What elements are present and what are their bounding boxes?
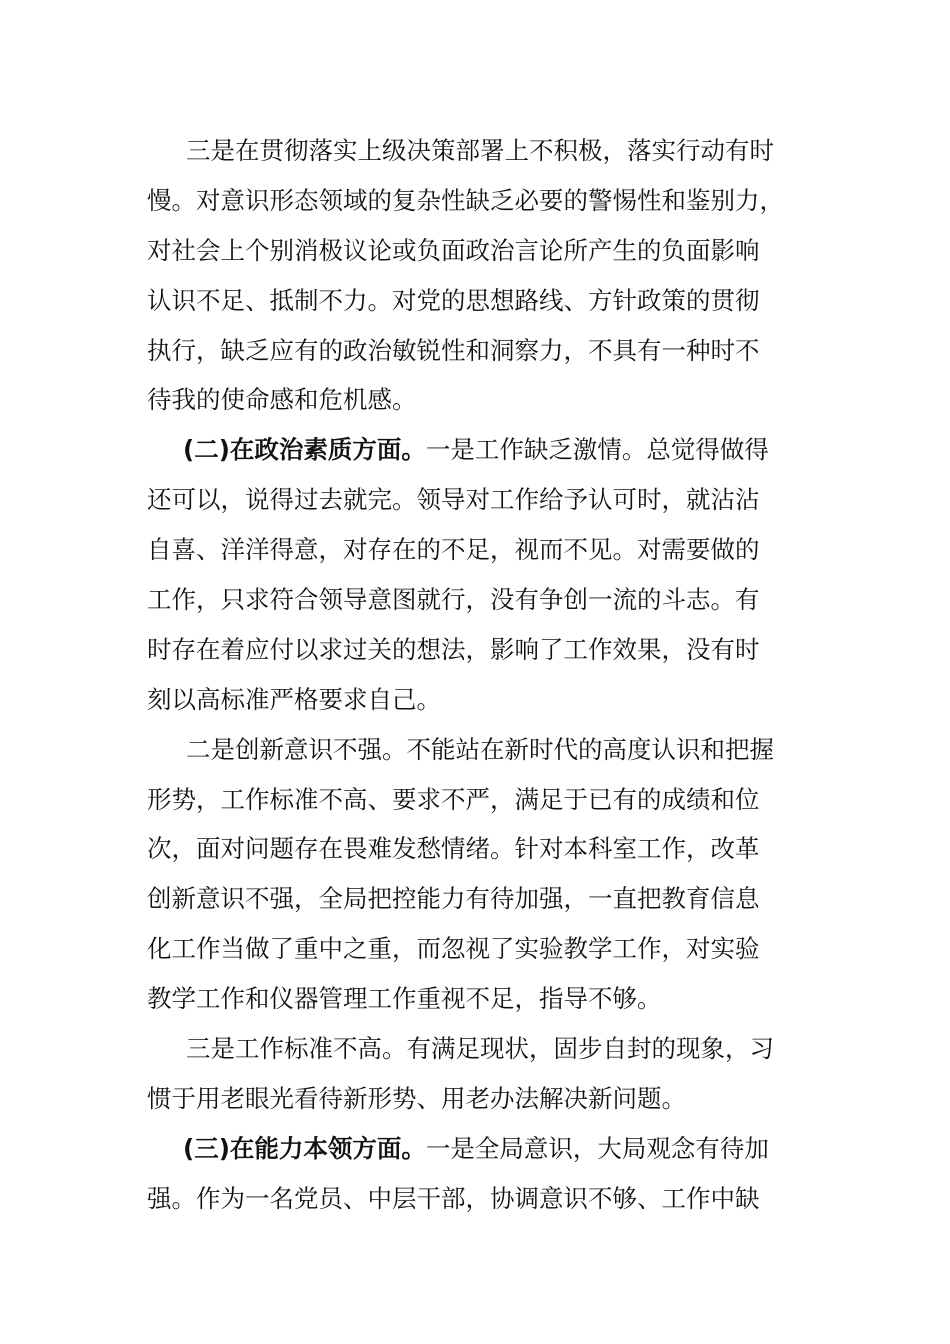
paragraph-line: 惯于用老眼光看待新形势、用老办法解决新问题。 xyxy=(147,1083,686,1113)
paragraph-line: 二是创新意识不强。不能站在新时代的高度认识和把握 xyxy=(186,734,774,764)
paragraph-line: 形势，工作标准不高、要求不严，满足于已有的成绩和位 xyxy=(147,784,760,814)
section-heading: (三)在能力本领方面。 xyxy=(183,1133,426,1163)
section-line xyxy=(147,425,807,475)
paragraph-line: 次，面对问题存在畏难发愁情绪。针对本科室工作，改革 xyxy=(147,834,760,864)
document-body xyxy=(147,126,807,1224)
paragraph-line: 慢。对意识形态领域的复杂性缺乏必要的警惕性和鉴别力， xyxy=(147,185,784,215)
paragraph-line: 认识不足、抵制不力。对党的思想路线、方针政策的贯彻 xyxy=(147,285,760,315)
paragraph-line: 时存在着应付以求过关的想法，影响了工作效果，没有时 xyxy=(147,634,760,664)
paragraph-line: 刻以高标准严格要求自己。 xyxy=(147,684,441,714)
paragraph-line: 创新意识不强，全局把控能力有待加强，一直把教育信息 xyxy=(147,884,760,914)
paragraph-line: 自喜、洋洋得意，对存在的不足，视而不见。对需要做的 xyxy=(147,535,760,565)
section-text: 一是工作缺乏激情。总觉得做得 xyxy=(425,435,769,465)
paragraph-line: 还可以，说得过去就完。领导对工作给予认可时，就沾沾 xyxy=(147,485,760,515)
paragraph-line: 三是在贯彻落实上级决策部署上不积极，落实行动有时 xyxy=(186,136,774,165)
paragraph-line: 对社会上个别消极议论或负面政治言论所产生的负面影响 xyxy=(147,235,760,265)
section-heading: (二)在政治素质方面。 xyxy=(183,435,426,465)
section-line xyxy=(147,1124,807,1174)
paragraph-line: 强。作为一名党员、中层干部，协调意识不够、工作中缺 xyxy=(147,1183,760,1213)
paragraph-line: 三是工作标准不高。有满足现状，固步自封的现象，习 xyxy=(186,1034,774,1064)
paragraph-line: 工作，只求符合领导意图就行，没有争创一流的斗志。有 xyxy=(147,585,760,615)
paragraph-line: 教学工作和仪器管理工作重视不足，指导不够。 xyxy=(147,984,662,1014)
paragraph-line: 化工作当做了重中之重，而忽视了实验教学工作，对实验 xyxy=(147,934,760,964)
section-text: 一是全局意识，大局观念有待加 xyxy=(425,1133,769,1163)
paragraph-line: 执行，缺乏应有的政治敏锐性和洞察力，不具有一种时不 xyxy=(147,335,760,365)
paragraph-line: 待我的使命感和危机感。 xyxy=(147,385,417,415)
